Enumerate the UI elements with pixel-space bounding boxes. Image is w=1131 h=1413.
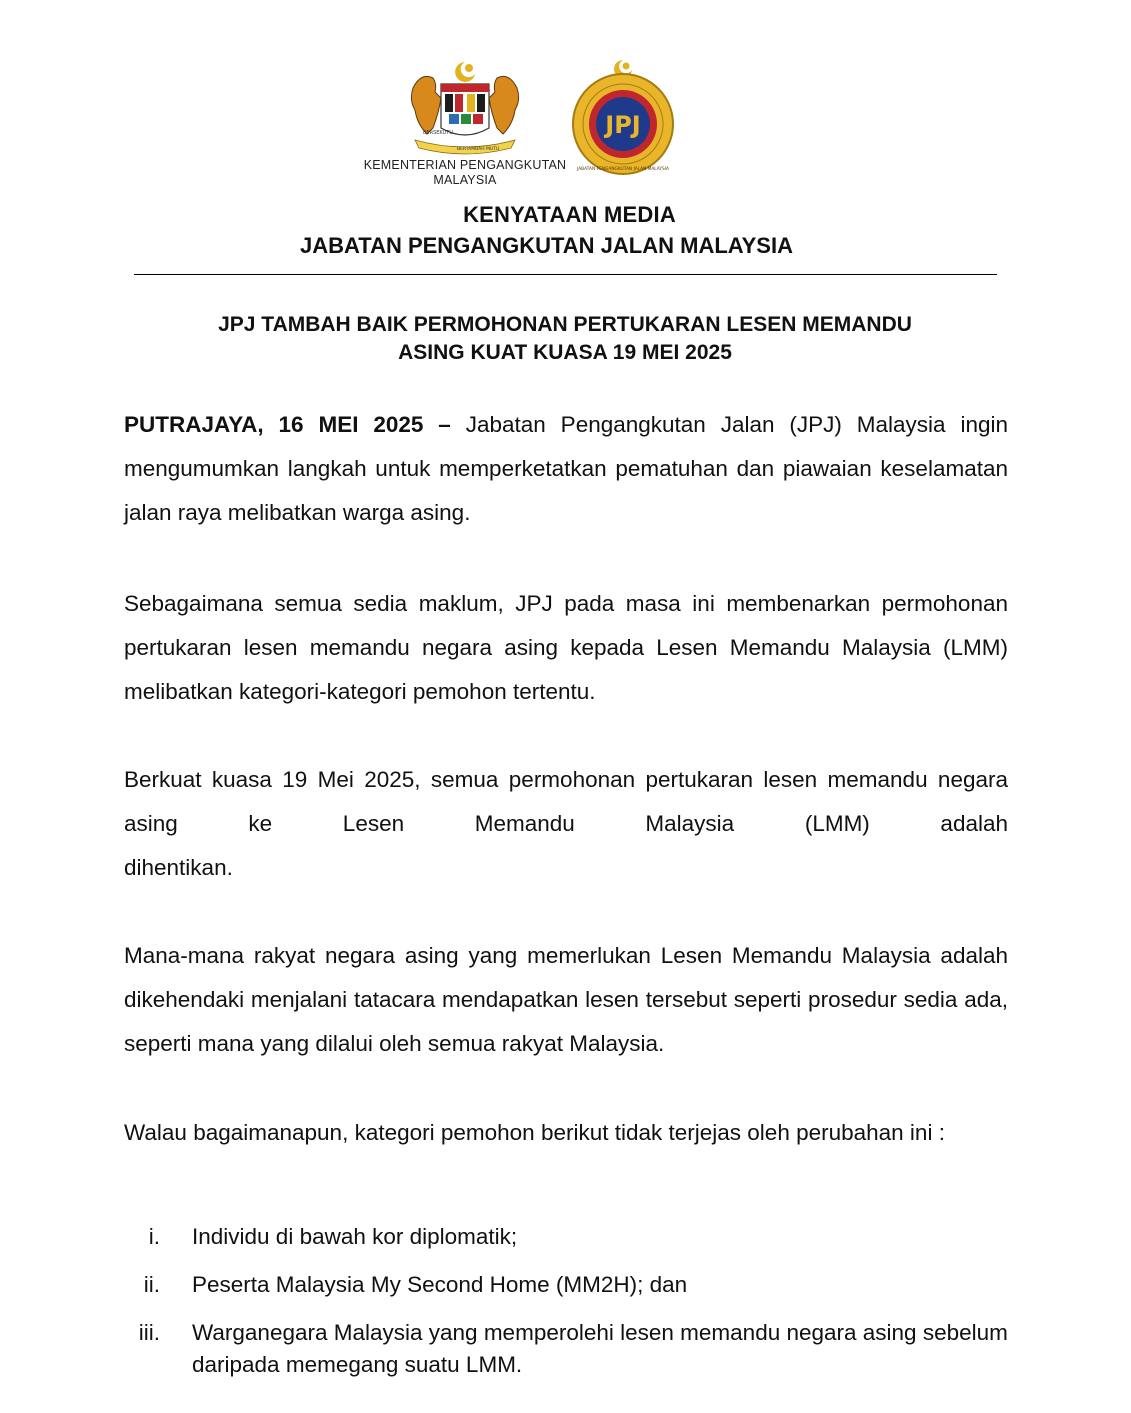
paragraph-5: Walau bagaimanapun, kategori pemohon berikut tidak terjejas oleh perubahan ini : <box>124 1120 945 1145</box>
heading-media-statement: KENYATAAN MEDIA <box>463 202 676 227</box>
list-item-text: Individu di bawah kor diplomatik; <box>192 1224 518 1249</box>
paragraph-4: Mana-mana rakyat negara asing yang memerlukan Lesen Memandu Malaysia adalah dikehendaki menjalani tatacara mendapatkan lesen tersebut seperti prosedur sedia ada, seperti mana yang dilalui oleh semua rakyat Malaysia. <box>124 943 1008 1056</box>
list-item-text: Warganegara Malaysia yang memperolehi lesen memandu negara asing sebelum daripada memegang suatu LMM. <box>192 1320 1008 1377</box>
jpj-emblem-logo <box>562 58 684 176</box>
ministry-name: KEMENTERIAN PENGANGKUTAN <box>363 158 567 172</box>
press-release-title <box>120 311 1010 367</box>
ministry-country: MALAYSIA <box>433 173 497 187</box>
ministry-label <box>350 158 580 188</box>
list-item-text: Peserta Malaysia My Second Home (MM2H); dan <box>192 1272 688 1297</box>
coat-motto-right: BERTAMBAH MUTU <box>457 147 500 152</box>
list-item-number: ii. <box>143 1272 160 1297</box>
heading-divider <box>134 274 997 275</box>
heading-department: JABATAN PENGANGKUTAN JALAN MALAYSIA <box>300 233 793 258</box>
paragraph-1-text: Jabatan Pengangkutan Jalan (JPJ) Malaysia ingin mengumumkan langkah untuk memperketatkan pematuhan dan piawaian keselamatan jalan raya melibatkan warga asing. <box>124 412 1008 525</box>
paragraph-3-end: dihentikan. <box>124 855 233 880</box>
paragraph-3-text: Berkuat kuasa 19 Mei 2025, semua permohonan pertukaran lesen memandu negara asing ke Lesen Memandu Malaysia (LMM) adalah <box>124 767 1008 836</box>
coat-motto-left: BERSEKUTU <box>423 130 453 136</box>
list-item-number: i. <box>148 1224 160 1249</box>
jpj-emblem-ring-text: JABATAN PENGANGKUTAN JALAN MALAYSIA <box>577 167 669 172</box>
paragraph-3 <box>124 758 1008 890</box>
title-line-2: ASING KUAT KUASA 19 MEI 2025 <box>398 341 732 364</box>
list-item-number: iii. <box>138 1320 160 1345</box>
paragraph-1 <box>124 403 1008 535</box>
paragraph-2: Sebagaimana semua sedia maklum, JPJ pada masa ini membenarkan permohonan pertukaran lesen memandu negara asing kepada Lesen Memandu Malaysia (LMM) melibatkan kategori-kategori pemohon tertentu. <box>124 591 1008 704</box>
dateline: PUTRAJAYA, 16 MEI 2025 – <box>124 412 451 437</box>
jpj-emblem-text: JPJ <box>605 111 641 139</box>
title-line-1: JPJ TAMBAH BAIK PERMOHONAN PERTUKARAN LESEN MEMANDU <box>218 313 912 336</box>
coat-of-arms-logo <box>405 58 525 158</box>
